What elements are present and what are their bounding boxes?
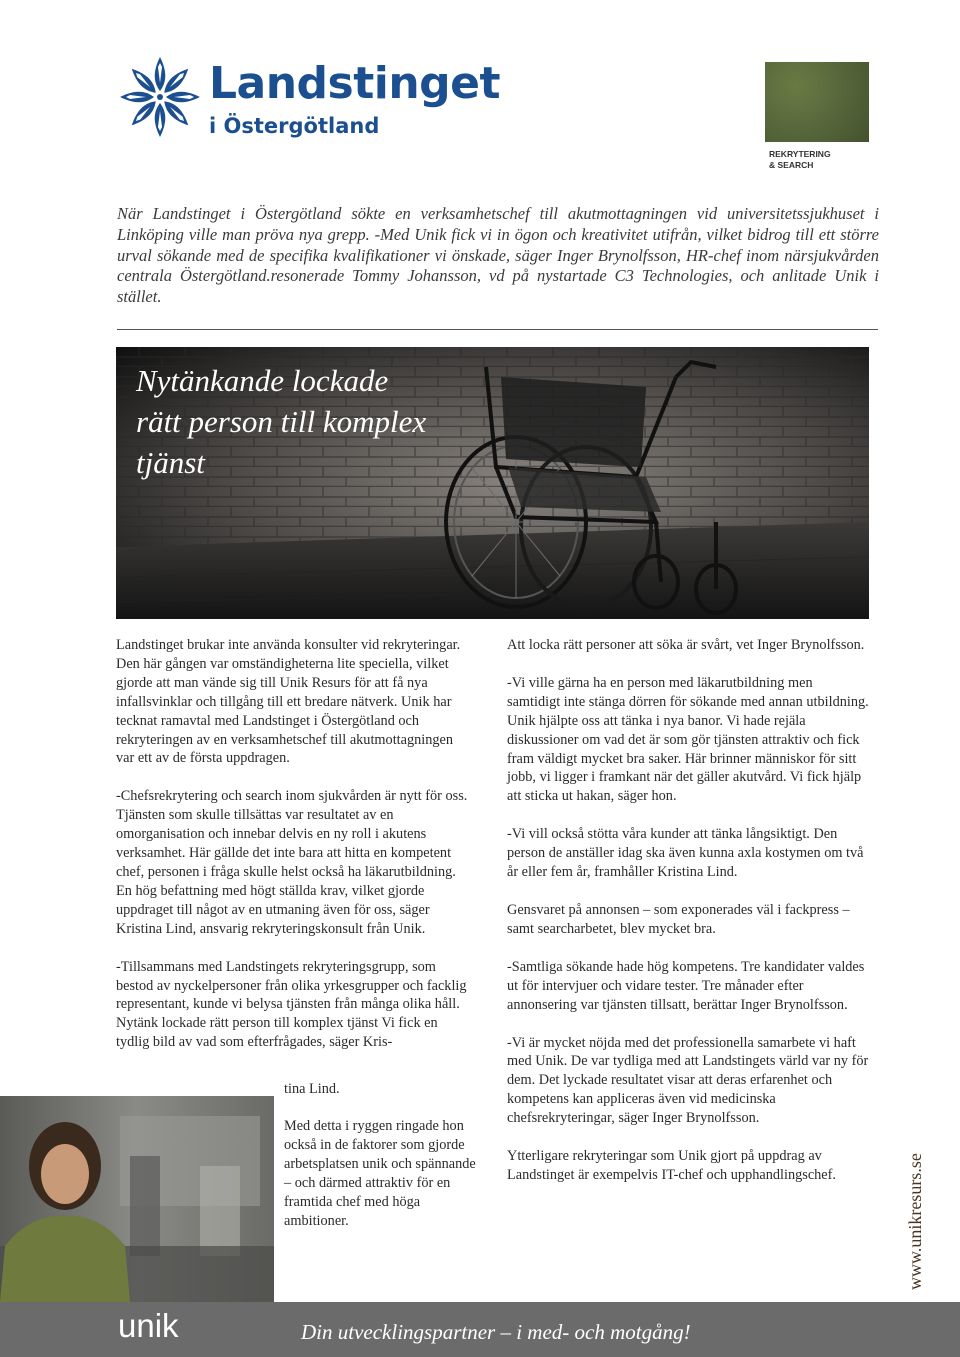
col2-paragraph-1: Att locka rätt personer att söka är svårt, vet Inger Brynolfsson. [507,637,865,653]
col2-paragraph-5: -Samtliga sökande hade hög kompetens. Tre kandidater valdes ut för intervjuer och vidare tester. Tre månader efter annonsering var tjänsten tillsatt, berättar Inger Brynolfsson. [507,958,865,1013]
rekrytering-search-badge [765,62,869,177]
col1-paragraph-4: Med detta i ryggen ringade hon också in de faktorer som gjorde arbetsplatsen unik och spännande – och därmed attraktiv för en framtida chef med höga ambitioner. [284,1118,476,1229]
hero-title-line-1: Nytänkande lockade [136,363,389,398]
footer-tagline: Din utvecklingspartner – i med- och motgång! [301,1320,691,1344]
intro-text: När Landstinget i Östergötland sökte en verksamhetschef till akutmottagningen vid universitetssjukhuset i Linköping ville man pröva nya grepp. -Med Unik fick vi in ögon och kreativitet utifrån, vilket bidrog till ett större urval sökande med de specifika kvalifikationer vi önskade, säger Inger Brynolfsson, HR-chef inom närsjukvården centrala Östergötland.resonerade Tommy Johansson, vd på nystartade C3 Technologies, och anlitade Unik i stället. [117,204,879,307]
col2-paragraph-7: Ytterligare rekryteringar som Unik gjort på uppdrag av Landstinget är exempelvis IT-chef och upphandlingschef. [507,1148,836,1183]
hero-title [136,360,426,483]
badge-line-2: & SEARCH [769,160,814,170]
column-left [116,636,474,1052]
logo-name: Landstinget [209,58,501,109]
col2-paragraph-2: -Vi ville gärna ha en person med läkarutbildning men samtidigt inte stänga dörren för sökande med annan utbildning. Unik hjälpte oss att tänka i nya banor. Vi hade rejäla diskussioner om vad det är som gör tjänsten attraktiv och fick fram väldigt mycket bra saker. Här brinner människor för sitt jobb, vi ligger i framkant när det gäller akutvård. Vi fick hjälp att sticka ut hakan, säger hon. [507,674,869,805]
col1-paragraph-3: -Tillsammans med Landstingets rekryteringsgrupp, som bestod av nyckelpersoner från olika yrkesgrupper och facklig representant, kunde vi belysa tjänsten från många olika håll. Nytänk lockade rätt person till komplex tjänst Vi fick en tydlig bild av vad som efterfrågades, säger Kris- [116,958,467,1051]
kristina-lind-photo [0,1096,274,1302]
hero-title-line-3: tjänst [136,445,205,480]
landstinget-emblem-icon [116,53,204,141]
col1-paragraph-1: Landstinget brukar inte använda konsulter vid rekryteringar. Den här gången var omständigheterna lite speciella, vilket gjorde att man vände sig till Unik Resurs för att få nya infallsvinklar och tillgång till ett bredare nätverk. Unik har tecknat ramavtal med Landstinget i Östergötland och rekryteringen av en verksamhetschef till akutmottagningen var ett av de första uppdragen. [116,637,461,767]
badge-line-1: REKRYTERING [769,149,831,159]
col2-paragraph-3: -Vi vill också stötta våra kunder att tänka långsiktigt. Den person de anställer idag ska även kunna axla kostymen om två år eller fem år, framhåller Kristina Lind. [507,826,864,881]
col1-paragraph-2: -Chefsrekrytering och search inom sjukvården är nytt för oss. Tjänsten som skulle tillsättas var resultatet av en omorganisation och innebar delvis en ny roll i akutens verksamhet. Här gällde det inte bara att hitta en kompetent chef, personen i fråga skulle helst också ha läkarutbildning. En hög befattning med högt ställda krav, vilket gjorde uppdraget till något av en utmaning även för oss, säger Kristina Lind, ansvarig rekryteringskonsult från Unik. [116,788,468,937]
col2-paragraph-4: Gensvaret på annonsen – som exponerades väl i fackpress – samt searcharbetet, blev mycket bra. [507,901,850,937]
badge-label [765,142,869,177]
col1-paragraph-3-tail: tina Lind. [284,1081,340,1097]
badge-texture [765,62,869,142]
footer-unik-logo: unik [118,1307,179,1344]
column-right [507,636,869,1204]
side-url-link[interactable]: www.unikresurs.se [905,1153,925,1290]
divider [117,329,878,330]
logo-subtitle: i Östergötland [209,114,380,138]
hero-title-line-2: rätt person till komplex [136,404,427,439]
col2-paragraph-6: -Vi är mycket nöjda med det professionella samarbete vi haft med Unik. De var tydliga med att Landstingets värld var ny för dem. Det lyckade resultatet visar att deras erfarenhet och kompetens kan appliceras även vid medicinska chefsrekryteringar, säger Inger Brynolfsson. [507,1034,869,1127]
